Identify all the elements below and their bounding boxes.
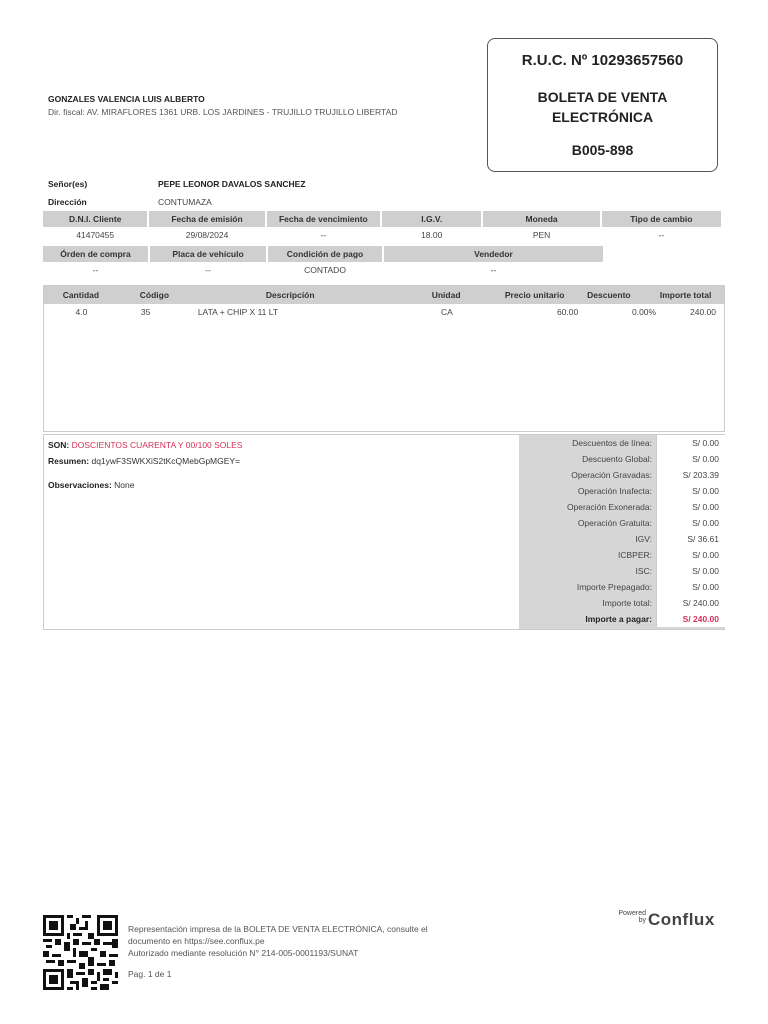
amount-in-words: DOSCIENTOS CUARENTA Y 00/100 SOLES	[71, 440, 243, 450]
total-label: IGV:	[635, 534, 652, 544]
amount-due-label: Importe a pagar:	[585, 614, 652, 624]
issuer-address: Dir. fiscal: AV. MIRAFLORES 1361 URB. LOS JARDINES - TRUJILLO TRUJILLO LIBERTAD	[48, 107, 398, 117]
info-grid-2	[43, 246, 723, 279]
total-value: S/ 0.00	[656, 579, 725, 595]
client-address-label: Dirección	[48, 197, 87, 207]
items-table	[43, 285, 725, 432]
exchange-value: --	[658, 230, 665, 240]
footer-line3: Autorizado mediante resolución N° 214-005-0001193/SUNAT	[128, 948, 359, 958]
col-unit-price: Precio unitario	[504, 290, 565, 300]
totals-panel	[519, 435, 725, 629]
resumen-hash: dq1ywF3SWKXiS2tKcQMebGpMGEY=	[91, 456, 241, 466]
dni-header: D.N.I. Cliente	[43, 211, 147, 227]
total-value: S/ 203.39	[656, 467, 725, 483]
total-label: Operación Inafecta:	[577, 486, 652, 496]
col-discount: Descuento	[587, 290, 631, 300]
powered-by-label	[608, 910, 646, 924]
total-label: Operación Gratuita:	[577, 518, 652, 528]
client-info	[48, 177, 728, 213]
item-unit: CA	[441, 307, 453, 317]
summary	[48, 439, 518, 495]
issuer	[48, 94, 397, 117]
issue-date-header: Fecha de emisión	[149, 211, 264, 227]
seller-header: Vendedor	[384, 246, 603, 262]
due-date-header: Fecha de vencimiento	[267, 211, 380, 227]
currency-value: PEN	[532, 230, 551, 240]
igv-header: I.G.V.	[382, 211, 481, 227]
currency-header: Moneda	[483, 211, 599, 227]
total-label: ISC:	[635, 566, 652, 576]
client-address: CONTUMAZA	[158, 197, 212, 207]
totals-section	[43, 434, 725, 630]
son-label: SON:	[48, 440, 70, 450]
item-quantity: 4.0	[75, 307, 88, 317]
issue-date-value: 29/08/2024	[185, 230, 229, 240]
document-serie: B005-898	[571, 142, 634, 158]
ruc-number: R.U.C. Nº 10293657560	[521, 52, 684, 69]
qr-code-icon	[43, 915, 118, 990]
footer-line1: Representación impresa de la BOLETA DE VENTA ELECTRÓNICA, consulte el	[128, 924, 428, 934]
resumen-label: Resumen:	[48, 456, 90, 466]
issuer-name: GONZALES VALENCIA LUIS ALBERTO	[48, 94, 205, 104]
plate-header: Placa de vehículo	[150, 246, 266, 262]
payment-condition-value: CONTADO	[304, 265, 346, 275]
amount-due-value: S/ 240.00	[656, 611, 725, 627]
items-header	[44, 286, 724, 304]
total-value: S/ 0.00	[656, 499, 725, 515]
total-label: Descuento Global:	[582, 454, 652, 464]
col-description: Descripción	[265, 290, 315, 300]
igv-value: 18.00	[421, 230, 443, 240]
total-label: Importe Prepagado:	[576, 582, 652, 592]
by-text: by	[638, 917, 646, 924]
plate-value: --	[205, 265, 211, 275]
brand-name: Conflux	[648, 910, 715, 929]
col-code: Código	[139, 290, 170, 300]
total-value: S/ 0.00	[656, 435, 725, 451]
ruc-box	[487, 38, 718, 172]
table-row	[44, 304, 724, 320]
due-date-value: --	[320, 230, 327, 240]
total-label: ICBPER:	[617, 550, 652, 560]
footer-line2: documento en https://see.conflux.pe	[128, 936, 265, 946]
page-number: Pag. 1 de 1	[128, 969, 172, 979]
col-unit: Unidad	[431, 290, 461, 300]
seller-value: --	[490, 265, 497, 275]
total-label: Operación Exonerada:	[566, 502, 652, 512]
document-type-line2: ELECTRÓNICA	[551, 109, 654, 125]
total-label: Descuentos de línea:	[572, 438, 652, 448]
client-name-label: Señor(es)	[48, 179, 88, 189]
po-header: Órden de compra	[43, 246, 148, 262]
item-unit-price: 60.00	[556, 307, 579, 317]
document-type	[488, 87, 717, 127]
total-label: Operación Gravadas:	[571, 470, 652, 480]
total-value: S/ 0.00	[656, 547, 725, 563]
conflux-logo	[605, 908, 720, 930]
item-discount: 0.00%	[631, 307, 657, 317]
item-total: 240.00	[690, 307, 716, 317]
powered-text: Powered	[618, 910, 646, 917]
total-value: S/ 240.00	[656, 595, 725, 611]
item-code: 35	[140, 307, 151, 317]
observations-value: None	[114, 480, 135, 490]
payment-condition-header: Condición de pago	[268, 246, 382, 262]
col-quantity: Cantidad	[62, 290, 100, 300]
total-value: S/ 0.00	[656, 451, 725, 467]
item-description: LATA + CHIP X 11 LT	[197, 307, 279, 317]
document-type-line1: BOLETA DE VENTA	[537, 89, 668, 105]
observations-label: Observaciones:	[48, 480, 112, 490]
po-value: --	[92, 265, 99, 275]
client-name: PEPE LEONOR DAVALOS SANCHEZ	[158, 179, 306, 189]
total-value: S/ 0.00	[656, 563, 725, 579]
info-grid-1	[43, 211, 723, 244]
total-value: S/ 0.00	[656, 515, 725, 531]
total-value: S/ 36.61	[656, 531, 725, 547]
exchange-header: Tipo de cambio	[602, 211, 721, 227]
total-label: Importe total:	[602, 598, 652, 608]
total-value: S/ 0.00	[656, 483, 725, 499]
footer-legal	[128, 923, 428, 980]
col-total: Importe total	[659, 290, 712, 300]
dni-value: 41470455	[76, 230, 115, 240]
